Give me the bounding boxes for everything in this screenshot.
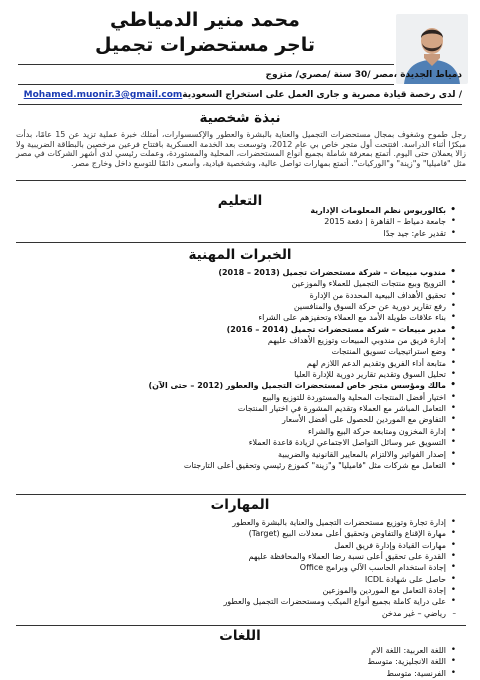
list-item: • حاصل على شهادة ICDL xyxy=(223,574,446,585)
skills-title: المهارات xyxy=(210,497,270,513)
list-item: • الترويج وبيع منتجات التجميل للعملاء والموزعين xyxy=(149,278,446,289)
person-name: محمد منير الدمياطي xyxy=(110,9,300,31)
experience-title: الخبرات المهنية xyxy=(188,247,292,263)
list-item: • التعامل المباشر مع العملاء وتقديم المشورة في اختيار المنتجات xyxy=(149,403,446,414)
job-title: تاجر مستحضرات تجميل xyxy=(95,34,315,56)
list-item: • جامعة دمياط – القاهرة | دفعة 2015 xyxy=(310,216,446,227)
header xyxy=(20,8,390,58)
list-item: – رياضي – غير مدخن xyxy=(223,608,446,619)
education-divider xyxy=(16,242,466,243)
list-item: • اللغة الانجليزية: متوسط xyxy=(367,656,446,667)
list-item: • تقدير عام: جيد جدًا xyxy=(310,228,446,239)
list-item: • إجادة استخدام الحاسب الآلي وبرامج Office xyxy=(223,562,446,573)
list-item: • وضع استراتيجيات تسويق المنتجات xyxy=(149,346,446,357)
list-item: • على دراية كاملة بجميع أنواع الميكب ومستحضرات التجميل والعطور xyxy=(223,596,446,607)
list-item: • إدارة تجارة وتوزيع مستحضرات التجميل والعناية بالبشرة والعطور xyxy=(223,517,446,528)
list-item: • إدارة المخزون ومتابعة حركة البيع والشراء xyxy=(149,426,446,437)
education-title: التعليم xyxy=(217,193,263,209)
list-item: • إدارة فريق من مندوبي المبيعات وتوزيع الأهداف عليهم xyxy=(149,335,446,346)
list-item: • الفرنسية: متوسط xyxy=(367,668,446,679)
list-item: • بكالوريوس نظم المعلومات الإدارية xyxy=(310,205,446,216)
list-item: • تحليل السوق وتقديم تقارير دورية للإدارة العليا xyxy=(149,369,446,380)
profile-divider xyxy=(16,180,466,181)
contact-divider xyxy=(18,104,462,105)
list-item: • مدير مبيعات – شركة مستحضرات تجميل (2014 – 2016) xyxy=(149,324,446,335)
email-link[interactable]: Mohamed.muonir.3@gmail.com xyxy=(23,90,183,100)
header-divider xyxy=(18,64,394,65)
list-item: • اللغة العربية: اللغة الام xyxy=(367,645,446,656)
list-item: • إجادة التعامل مع الموردين والموزعين xyxy=(223,585,446,596)
contact-line xyxy=(18,89,462,101)
list-item: • تحقيق الأهداف البيعية المحددة من الإدارة xyxy=(149,290,446,301)
license-info: / لدى رخصة قيادة مصرية و جارى العمل على استخراج السعودية xyxy=(182,90,462,100)
experience-divider xyxy=(16,494,466,495)
personal-info: دمياط الجديدة ،مصر /30 سنة /مصري/ متزوج xyxy=(265,70,462,80)
list-item: • التعامل مع شركات مثل "فاميليا" و"زينة" كموزع رئيسي وتحقيق أعلى التارجتات xyxy=(149,460,446,471)
education-list xyxy=(310,205,458,239)
list-item: • التسويق عبر وسائل التواصل الاجتماعي لزيادة قاعدة العملاء xyxy=(149,437,446,448)
info-divider xyxy=(18,84,394,85)
languages-title: اللغات xyxy=(219,628,261,644)
list-item: • إصدار الفواتير والالتزام بالمعايير القانونية والضريبية xyxy=(149,449,446,460)
list-item: • مهارات القيادة وإدارة فريق العمل xyxy=(223,540,446,551)
list-item: • مهارة الإقناع والتفاوض وتحقيق أعلى معدلات البيع (Target) xyxy=(223,528,446,539)
list-item: • مالك ومؤسس متجر خاص لمستحضرات التجميل والعطور (2012 – حتى الآن) xyxy=(149,380,446,391)
list-item: • متابعة أداء الفريق وتقديم الدعم اللازم لهم xyxy=(149,358,446,369)
list-item: • رفع تقارير دورية عن حركة السوق والمنافسين xyxy=(149,301,446,312)
skills-list xyxy=(223,517,458,619)
skills-divider xyxy=(16,625,466,626)
list-item: • القدرة على تحقيق أعلى نسبة رضا العملاء والمحافظة عليهم xyxy=(223,551,446,562)
experience-list xyxy=(149,267,458,471)
languages-list xyxy=(367,645,458,679)
profile-title: نبذة شخصية xyxy=(199,110,281,126)
list-item: • بناء علاقات طويلة الأمد مع العملاء وتحفيزهم على الشراء xyxy=(149,312,446,323)
list-item: • اختيار أفضل المنتجات المحلية والمستوردة للتوزيع والبيع xyxy=(149,392,446,403)
list-item: • التفاوض مع الموردين للحصول على أفضل الأسعار xyxy=(149,414,446,425)
list-item: • مندوب مبيعات – شركة مستحضرات تجميل (2013 – 2018) xyxy=(149,267,446,278)
profile-text: رجل طموح وشغوف بمجال مستحضرات التجميل والعناية بالبشرة والعطور والإكسسوارات، أمتلك خبرة عملية تزيد عن 15 عامًا، بدأت مبكرًا أثناء الدراسة. افتتحت أول متجر خاص بي عام 2012، وتوسعت بعد الخدمة العسكرية بافتتاح فرعين مرخصين بالبطاقة الضريبية ولا زالا يعملان حتى اليوم. أتمتع بمعرفة شاملة بجميع أنواع المستحضرات، المحلية والمستوردة، وعملت رئيسي لدى أشهر الشركات في مصر مثل "فاميليا" و"زينة" و"الوركيات". أتمتع بمهارات تواصل عالية، وشخصية قيادية، وأسعى دائمًا للتوسع داخل وخارج مصر. xyxy=(16,130,467,168)
